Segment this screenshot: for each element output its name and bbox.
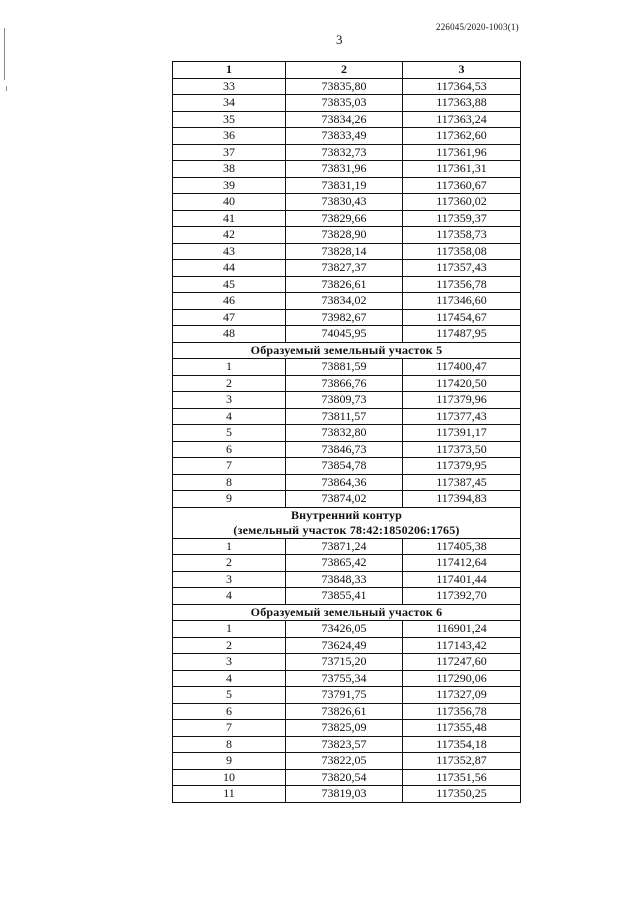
cell-x-coordinate: 73848,33 — [286, 571, 403, 588]
section-title-text: Внутренний контур — [290, 507, 403, 522]
cell-point-number: 33 — [173, 78, 286, 95]
margin-scan-mark — [4, 28, 5, 80]
cell-y-coordinate: 117363,88 — [403, 95, 521, 112]
cell-point-number: 3 — [173, 571, 286, 588]
cell-point-number: 9 — [173, 491, 286, 508]
cell-y-coordinate: 117356,78 — [403, 703, 521, 720]
cell-point-number: 37 — [173, 144, 286, 161]
table-row — [173, 375, 521, 392]
cell-y-coordinate: 117360,02 — [403, 194, 521, 211]
cell-x-coordinate: 73828,90 — [286, 227, 403, 244]
section-header-row — [173, 507, 521, 538]
table-row — [173, 491, 521, 508]
cell-y-coordinate: 117351,56 — [403, 769, 521, 786]
cell-x-coordinate: 73982,67 — [286, 309, 403, 326]
cell-y-coordinate: 117401,44 — [403, 571, 521, 588]
cell-x-coordinate: 73874,02 — [286, 491, 403, 508]
table-row — [173, 621, 521, 638]
cell-y-coordinate: 117350,25 — [403, 786, 521, 803]
table-row — [173, 309, 521, 326]
cell-point-number: 10 — [173, 769, 286, 786]
cell-x-coordinate: 73832,73 — [286, 144, 403, 161]
cell-x-coordinate: 73826,61 — [286, 703, 403, 720]
table-row — [173, 441, 521, 458]
section-subtitle-text: (земельный участок 78:42:1850206:1765) — [233, 522, 460, 537]
cell-y-coordinate: 117400,47 — [403, 359, 521, 376]
table-row — [173, 425, 521, 442]
cell-y-coordinate: 116901,24 — [403, 621, 521, 638]
table-row — [173, 95, 521, 112]
cell-point-number: 1 — [173, 621, 286, 638]
table-row — [173, 243, 521, 260]
cell-x-coordinate: 73835,80 — [286, 78, 403, 95]
table-row — [173, 392, 521, 409]
cell-x-coordinate: 73830,43 — [286, 194, 403, 211]
table-row — [173, 293, 521, 310]
cell-point-number: 43 — [173, 243, 286, 260]
cell-point-number: 2 — [173, 555, 286, 572]
cell-point-number: 11 — [173, 786, 286, 803]
cell-x-coordinate: 73715,20 — [286, 654, 403, 671]
table-row — [173, 161, 521, 178]
cell-point-number: 41 — [173, 210, 286, 227]
cell-y-coordinate: 117405,38 — [403, 538, 521, 555]
table-row — [173, 458, 521, 475]
cell-y-coordinate: 117346,60 — [403, 293, 521, 310]
cell-point-number: 2 — [173, 637, 286, 654]
cell-point-number: 42 — [173, 227, 286, 244]
table-row — [173, 687, 521, 704]
cell-y-coordinate: 117379,96 — [403, 392, 521, 409]
cell-y-coordinate: 117327,09 — [403, 687, 521, 704]
cell-point-number: 35 — [173, 111, 286, 128]
cell-x-coordinate: 73822,05 — [286, 753, 403, 770]
margin-scan-mark — [6, 86, 7, 91]
table-body — [173, 78, 521, 802]
cell-point-number: 48 — [173, 326, 286, 343]
cell-x-coordinate: 73820,54 — [286, 769, 403, 786]
cell-point-number: 1 — [173, 538, 286, 555]
cell-x-coordinate: 73854,78 — [286, 458, 403, 475]
cell-point-number: 39 — [173, 177, 286, 194]
document-id: 226045/2020-1003(1) — [436, 22, 519, 32]
table-row — [173, 260, 521, 277]
table-row — [173, 588, 521, 605]
cell-x-coordinate: 73827,37 — [286, 260, 403, 277]
cell-y-coordinate: 117356,78 — [403, 276, 521, 293]
page-number: 3 — [336, 32, 343, 47]
cell-point-number: 36 — [173, 128, 286, 145]
cell-x-coordinate: 73871,24 — [286, 538, 403, 555]
table-row — [173, 769, 521, 786]
table-row — [173, 670, 521, 687]
cell-point-number: 1 — [173, 359, 286, 376]
cell-y-coordinate: 117352,87 — [403, 753, 521, 770]
cell-x-coordinate: 73828,14 — [286, 243, 403, 260]
cell-point-number: 6 — [173, 441, 286, 458]
cell-point-number: 3 — [173, 654, 286, 671]
table-row — [173, 555, 521, 572]
table-row — [173, 210, 521, 227]
column-header-y: 3 — [403, 62, 521, 79]
cell-point-number: 34 — [173, 95, 286, 112]
cell-point-number: 5 — [173, 687, 286, 704]
table-row — [173, 703, 521, 720]
cell-point-number: 9 — [173, 753, 286, 770]
cell-x-coordinate: 73829,66 — [286, 210, 403, 227]
cell-x-coordinate: 73866,76 — [286, 375, 403, 392]
cell-x-coordinate: 73831,96 — [286, 161, 403, 178]
section-title-text: Образуемый земельный участок 6 — [250, 604, 443, 619]
cell-x-coordinate: 73819,03 — [286, 786, 403, 803]
table-row — [173, 144, 521, 161]
cell-x-coordinate: 73881,59 — [286, 359, 403, 376]
cell-point-number: 8 — [173, 736, 286, 753]
section-header-row — [173, 604, 521, 621]
table-row — [173, 720, 521, 737]
cell-y-coordinate: 117247,60 — [403, 654, 521, 671]
table-row — [173, 753, 521, 770]
cell-y-coordinate: 117364,53 — [403, 78, 521, 95]
cell-y-coordinate: 117361,31 — [403, 161, 521, 178]
cell-y-coordinate: 117354,18 — [403, 736, 521, 753]
cell-point-number: 4 — [173, 588, 286, 605]
cell-x-coordinate: 73834,26 — [286, 111, 403, 128]
table-row — [173, 194, 521, 211]
cell-point-number: 40 — [173, 194, 286, 211]
cell-point-number: 45 — [173, 276, 286, 293]
cell-x-coordinate: 74045,95 — [286, 326, 403, 343]
cell-y-coordinate: 117394,83 — [403, 491, 521, 508]
cell-point-number: 7 — [173, 720, 286, 737]
section-title-text: Образуемый земельный участок 5 — [250, 342, 443, 357]
column-header-x: 2 — [286, 62, 403, 79]
cell-x-coordinate: 73826,61 — [286, 276, 403, 293]
cell-point-number: 3 — [173, 392, 286, 409]
cell-point-number: 2 — [173, 375, 286, 392]
cell-x-coordinate: 73426,05 — [286, 621, 403, 638]
section-title — [173, 604, 521, 621]
section-header-row — [173, 342, 521, 359]
cell-y-coordinate: 117363,24 — [403, 111, 521, 128]
table-row — [173, 111, 521, 128]
table-header-row — [173, 62, 521, 79]
cell-y-coordinate: 117373,50 — [403, 441, 521, 458]
cell-y-coordinate: 117387,45 — [403, 474, 521, 491]
cell-x-coordinate: 73833,49 — [286, 128, 403, 145]
table-row — [173, 276, 521, 293]
cell-x-coordinate: 73832,80 — [286, 425, 403, 442]
cell-y-coordinate: 117454,67 — [403, 309, 521, 326]
table-row — [173, 359, 521, 376]
cell-point-number: 47 — [173, 309, 286, 326]
coordinates-table — [172, 61, 521, 803]
table-row — [173, 408, 521, 425]
cell-x-coordinate: 73855,41 — [286, 588, 403, 605]
cell-x-coordinate: 73811,57 — [286, 408, 403, 425]
section-title — [173, 507, 521, 538]
cell-y-coordinate: 117487,95 — [403, 326, 521, 343]
table-row — [173, 736, 521, 753]
cell-x-coordinate: 73864,36 — [286, 474, 403, 491]
cell-point-number: 7 — [173, 458, 286, 475]
cell-y-coordinate: 117392,70 — [403, 588, 521, 605]
cell-x-coordinate: 73865,42 — [286, 555, 403, 572]
table-row — [173, 654, 521, 671]
cell-y-coordinate: 117358,08 — [403, 243, 521, 260]
cell-x-coordinate: 73809,73 — [286, 392, 403, 409]
cell-y-coordinate: 117379,95 — [403, 458, 521, 475]
cell-point-number: 4 — [173, 408, 286, 425]
table-row — [173, 177, 521, 194]
cell-point-number: 4 — [173, 670, 286, 687]
cell-x-coordinate: 73846,73 — [286, 441, 403, 458]
cell-x-coordinate: 73831,19 — [286, 177, 403, 194]
table-row — [173, 637, 521, 654]
cell-x-coordinate: 73624,49 — [286, 637, 403, 654]
cell-y-coordinate: 117361,96 — [403, 144, 521, 161]
cell-y-coordinate: 117358,73 — [403, 227, 521, 244]
cell-y-coordinate: 117420,50 — [403, 375, 521, 392]
cell-y-coordinate: 117143,42 — [403, 637, 521, 654]
column-header-point-number: 1 — [173, 62, 286, 79]
cell-y-coordinate: 117357,43 — [403, 260, 521, 277]
cell-x-coordinate: 73823,57 — [286, 736, 403, 753]
table-row — [173, 786, 521, 803]
cell-point-number: 44 — [173, 260, 286, 277]
cell-y-coordinate: 117355,48 — [403, 720, 521, 737]
cell-y-coordinate: 117359,37 — [403, 210, 521, 227]
cell-point-number: 8 — [173, 474, 286, 491]
cell-y-coordinate: 117412,64 — [403, 555, 521, 572]
cell-point-number: 38 — [173, 161, 286, 178]
cell-point-number: 6 — [173, 703, 286, 720]
cell-x-coordinate: 73755,34 — [286, 670, 403, 687]
cell-point-number: 5 — [173, 425, 286, 442]
table-row — [173, 227, 521, 244]
cell-y-coordinate: 117360,67 — [403, 177, 521, 194]
table-row — [173, 128, 521, 145]
cell-x-coordinate: 73835,03 — [286, 95, 403, 112]
table-row — [173, 474, 521, 491]
table-row — [173, 326, 521, 343]
cell-y-coordinate: 117391,17 — [403, 425, 521, 442]
cell-y-coordinate: 117377,43 — [403, 408, 521, 425]
cell-x-coordinate: 73791,75 — [286, 687, 403, 704]
cell-y-coordinate: 117362,60 — [403, 128, 521, 145]
cell-point-number: 46 — [173, 293, 286, 310]
table-row — [173, 571, 521, 588]
cell-y-coordinate: 117290,06 — [403, 670, 521, 687]
table-row — [173, 538, 521, 555]
cell-x-coordinate: 73825,09 — [286, 720, 403, 737]
table-row — [173, 78, 521, 95]
section-title — [173, 342, 521, 359]
cell-x-coordinate: 73834,02 — [286, 293, 403, 310]
